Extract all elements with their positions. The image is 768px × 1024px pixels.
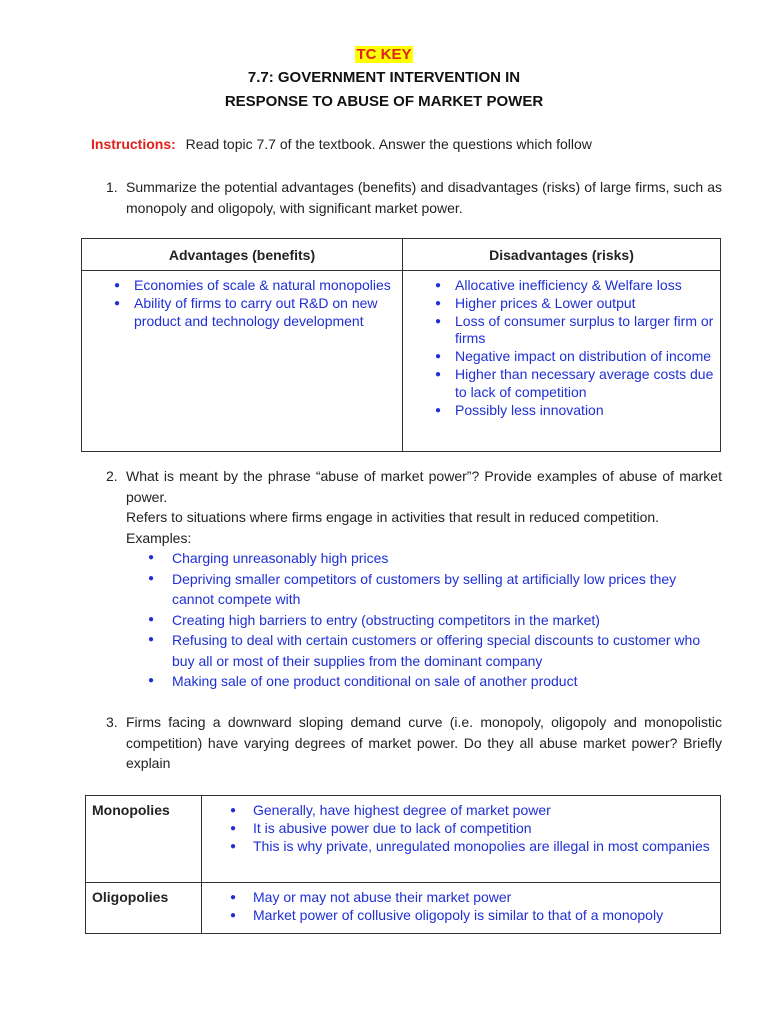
advantages-list [86, 277, 398, 330]
advantages-disadvantages-table [81, 238, 721, 452]
key-banner [0, 46, 768, 64]
list-item: ● Market power of collusive oligopoly is similar to that of a monopoly [208, 907, 714, 925]
question-3 [106, 712, 722, 774]
title-line-1: 7.7: GOVERNMENT INTERVENTION IN [247, 69, 521, 86]
instructions-text: Read topic 7.7 of the textbook. Answer the questions which follow [185, 136, 592, 152]
key-label: TC KEY [356, 46, 412, 63]
monopolies-cell [202, 796, 721, 883]
instructions-label: Instructions: [91, 136, 176, 152]
list-item: ● Possibly less innovation [407, 402, 716, 420]
list-item: ● May or may not abuse their market power [208, 889, 714, 907]
table-row [82, 271, 721, 452]
table-row [86, 883, 721, 934]
list-item: ● Ability of firms to carry out R&D on new product and technology development [86, 295, 398, 331]
question-2 [106, 466, 722, 692]
list-item: ● Depriving smaller competitors of customers by selling at artificially low prices they cannot compete with [126, 569, 722, 610]
list-item: ● Loss of consumer surplus to larger firm or firms [407, 313, 716, 349]
list-item: ● Higher prices & Lower output [407, 295, 716, 313]
column-header-advantages: Advantages (benefits) [82, 239, 403, 271]
examples-list [126, 548, 722, 692]
instructions [91, 136, 592, 152]
list-item: ● Creating high barriers to entry (obstructing competitors in the market) [126, 610, 722, 631]
list-item: ● Economies of scale & natural monopolies [86, 277, 398, 295]
list-item: ● This is why private, unregulated monopolies are illegal in most companies [208, 838, 714, 856]
advantages-cell [82, 271, 403, 452]
row-label-oligopolies: Oligopolies [86, 883, 202, 934]
question-text: Firms facing a downward sloping demand curve (i.e. monopoly, oligopoly and monopolistic competition) have varying degrees of market power. Do they all abuse market power? Briefly explain [126, 714, 722, 771]
disadvantages-list [407, 277, 716, 419]
list-item: ● Generally, have highest degree of market power [208, 802, 714, 820]
table-header-row [82, 239, 721, 271]
list-item: ● Higher than necessary average costs due to lack of competition [407, 366, 716, 402]
list-item: ● Refusing to deal with certain customers or offering special discounts to customer who buy all or most of their supplies from the dominant company [126, 630, 722, 671]
monopolies-list [208, 802, 714, 855]
oligopolies-cell [202, 883, 721, 934]
title-line-2: RESPONSE TO ABUSE OF MARKET POWER [224, 93, 544, 110]
question-text: Summarize the potential advantages (benefits) and disadvantages (risks) of large firms, such as monopoly and oligopoly, with significant market power. [126, 179, 722, 216]
market-power-table [85, 795, 721, 934]
question-number: 1. [106, 179, 118, 195]
question-number: 3. [106, 714, 118, 730]
list-item: ● It is abusive power due to lack of competition [208, 820, 714, 838]
disadvantages-cell [403, 271, 721, 452]
question-number: 2. [106, 468, 118, 484]
row-label-monopolies: Monopolies [86, 796, 202, 883]
list-item: ● Negative impact on distribution of income [407, 348, 716, 366]
list-item: ● Allocative inefficiency & Welfare loss [407, 277, 716, 295]
table-row [86, 796, 721, 883]
column-header-disadvantages: Disadvantages (risks) [403, 239, 721, 271]
question-text: What is meant by the phrase “abuse of market power”? Provide examples of abuse of market power. [126, 468, 722, 505]
oligopolies-list [208, 889, 714, 925]
list-item: ● Making sale of one product conditional on sale of another product [126, 671, 722, 692]
examples-label: Examples: [126, 529, 192, 546]
question-1 [106, 177, 722, 218]
answer-text: Refers to situations where firms engage in activities that result in reduced competition. [126, 509, 660, 525]
list-item: ● Charging unreasonably high prices [126, 548, 722, 569]
